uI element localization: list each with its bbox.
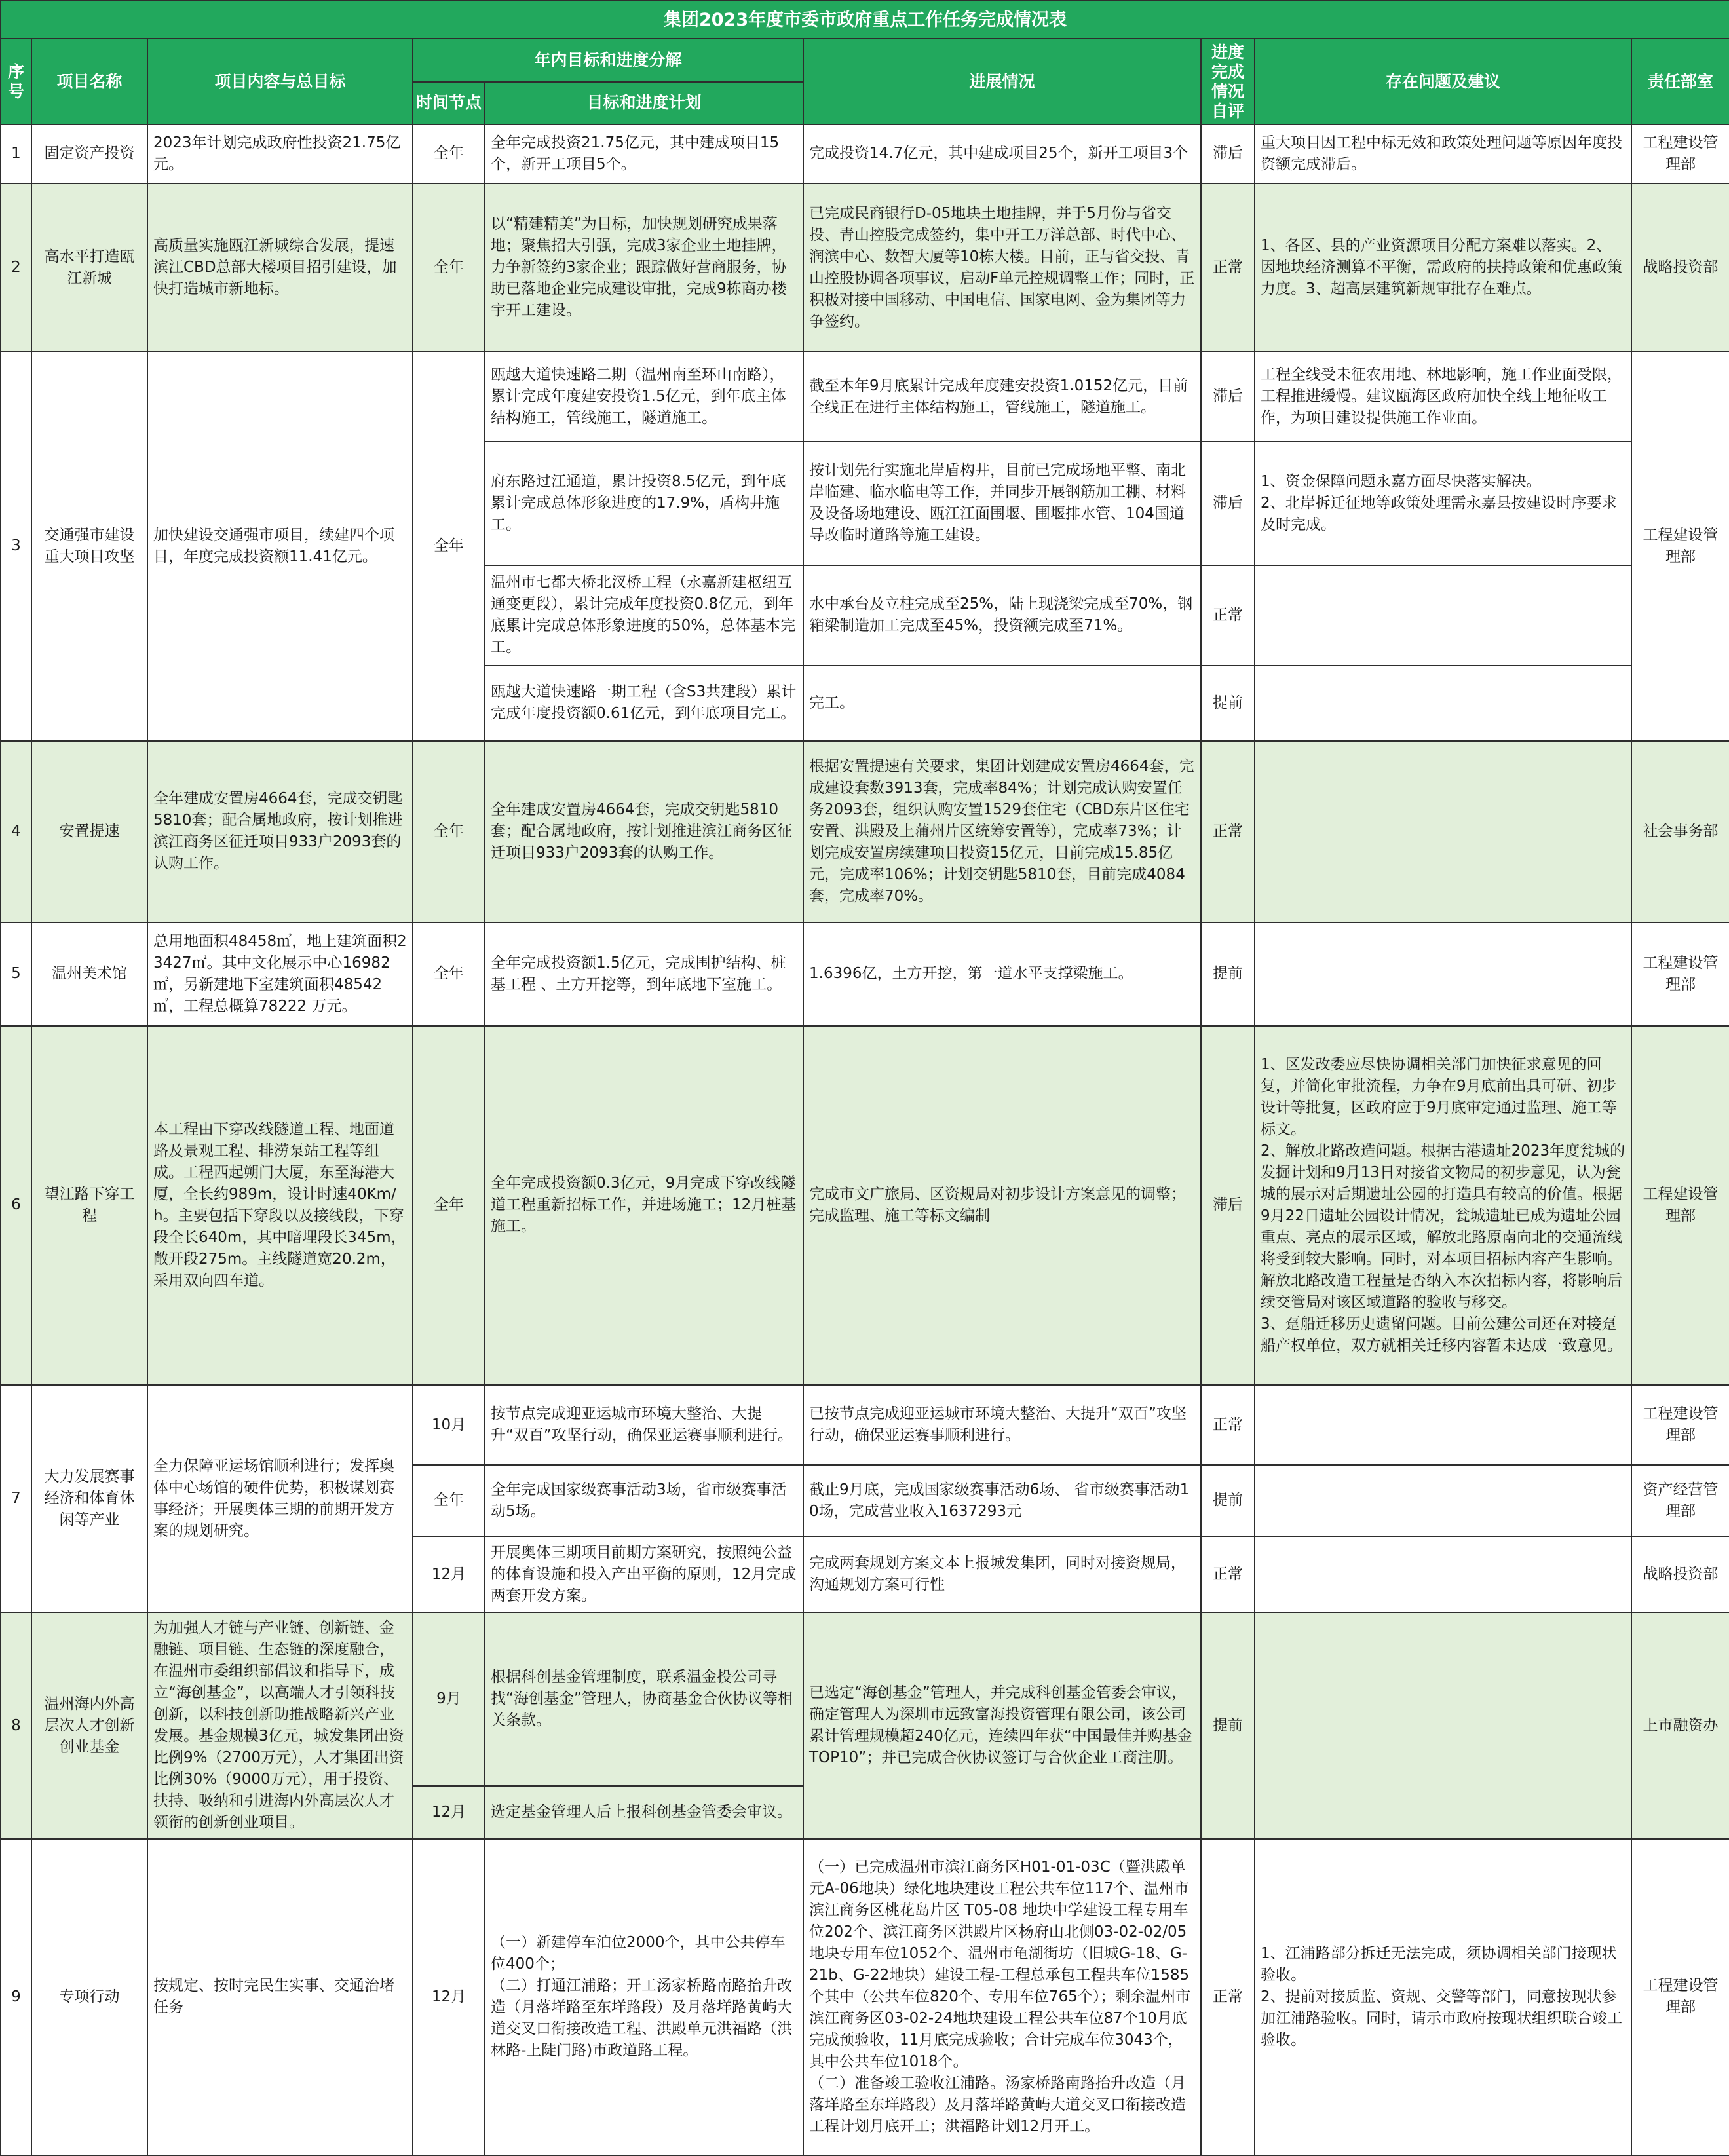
cell-dept: 上市融资办 xyxy=(1631,1612,1729,1838)
cell-plan: 选定基金管理人后上报科创基金管委会审议。 xyxy=(485,1786,803,1839)
cell-content: 全年建成安置房4664套，完成交钥匙5810套；配合属地政府，按计划推进滨江商务区征迁项目933户2093套的认购工作。 xyxy=(147,741,413,922)
header-plan: 目标和进度计划 xyxy=(485,82,803,124)
cell-dept: 工程建设管理部 xyxy=(1631,352,1729,741)
cell-content: 高质量实施瓯江新城综合发展，提速滨江CBD总部大楼项目招引建设，加快打造城市新地标。 xyxy=(147,183,413,352)
cell-status: 提前 xyxy=(1201,1612,1255,1838)
cell-progress: 完成投资14.7亿元，其中建成项目25个，新开工项目3个 xyxy=(803,124,1201,183)
cell-seq: 7 xyxy=(1,1385,31,1612)
cell-plan: 府东路过江通道，累计投资8.5亿元，到年底累计完成总体形象进度的17.9%，盾构井施工。 xyxy=(485,442,803,565)
cell-dept: 工程建设管理部 xyxy=(1631,1026,1729,1385)
cell-issues xyxy=(1255,922,1631,1026)
cell-progress: （一）已完成温州市滨江商务区H01-01-03C（暨洪殿单元A-06地块）绿化地块建设工程公共车位117个、温州市滨江商务区桃花岛片区 T05-08 地块中学建设工程专用车位202个、滨江商务区洪殿片区杨府山北侧03-02-02/05地块专用车位1052个、温州市龟湖街坊（旧城G-18、G-21b、G-22地块）建设工程-工程总承包工程共车位1585个其中（公共车位820个、专用车位765个）；剩余温州市滨江商务区03-02-24地块建设工程公共车位87个10月底完成预验收，11月底完成验收；合计完成车位3043个，其中公共车位1018个。 （二）准备竣工验收江浦路。汤家桥路南路抬升改造（月落垟路至东垟路段）及月落垟路黄屿大道交叉口衔接改造工程计划月底开工；洪福路计划12月开工。 xyxy=(803,1839,1201,2155)
cell-time: 全年 xyxy=(413,1026,485,1385)
table-row xyxy=(1,922,1729,1026)
header-progress: 进展情况 xyxy=(803,39,1201,124)
cell-name: 温州美术馆 xyxy=(31,922,147,1026)
table-row xyxy=(1,1612,1729,1785)
cell-plan: 全年建成安置房4664套，完成交钥匙5810套；配合属地政府，按计划推进滨江商务区征迁项目933户2093套的认购工作。 xyxy=(485,741,803,922)
table-row xyxy=(1,1026,1729,1385)
cell-status: 正常 xyxy=(1201,1385,1255,1466)
cell-name: 高水平打造瓯江新城 xyxy=(31,183,147,352)
cell-time: 全年 xyxy=(413,124,485,183)
cell-progress: 已选定“海创基金”管理人，并完成科创基金管委会审议，确定管理人为深圳市远致富海投资管理有限公司，该公司累计管理规模超240亿元，连续四年获“中国最佳并购基金 TOP10”；并已完成合伙协议签订与合伙企业工商注册。 xyxy=(803,1612,1201,1838)
cell-content: 加快建设交通强市项目，续建四个项目，年度完成投资额11.41亿元。 xyxy=(147,352,413,741)
cell-status: 正常 xyxy=(1201,183,1255,352)
cell-issues xyxy=(1255,565,1631,666)
cell-status: 提前 xyxy=(1201,666,1255,740)
cell-seq: 2 xyxy=(1,183,31,352)
cell-issues: 重大项目因工程中标无效和政策处理问题等原因年度投资额完成滞后。 xyxy=(1255,124,1631,183)
cell-issues xyxy=(1255,741,1631,922)
cell-name: 大力发展赛事经济和体育休闲等产业 xyxy=(31,1385,147,1612)
cell-progress: 截止9月底，完成国家级赛事活动6场、 省市级赛事活动10场，完成营业收入1637293元 xyxy=(803,1465,1201,1536)
cell-name: 安置提速 xyxy=(31,741,147,922)
cell-content: 本工程由下穿改线隧道工程、地面道路及景观工程、排涝泵站工程等组成。工程西起朔门大厦，东至海港大厦，全长约989m，设计时速40Km/h。主要包括下穿段以及接线段，下穿段全长640m，其中暗埋段长345m，敞开段275m。主线隧道宽20.2m，采用双向四车道。 xyxy=(147,1026,413,1385)
cell-content: 按规定、按时完民生实事、交通治堵任务 xyxy=(147,1839,413,2155)
cell-content: 全力保障亚运场馆顺利进行；发挥奥体中心场馆的硬件优势，积极谋划赛事经济；开展奥体三期的前期开发方案的规划研究。 xyxy=(147,1385,413,1612)
header-dept: 责任部室 xyxy=(1631,39,1729,124)
cell-seq: 6 xyxy=(1,1026,31,1385)
cell-plan: （一）新建停车泊位2000个，其中公共停车位400个； （二）打通江浦路；开工汤家桥路南路抬升改造（月落垟路至东垟路段）及月落垟路黄屿大道交叉口衔接改造工程、洪殿单元洪福路（洪林路-上陡门路)市政道路工程。 xyxy=(485,1839,803,2155)
cell-time: 全年 xyxy=(413,741,485,922)
cell-time: 全年 xyxy=(413,922,485,1026)
cell-name: 温州海内外高层次人才创新创业基金 xyxy=(31,1612,147,1838)
cell-progress: 根据安置提速有关要求，集团计划建成安置房4664套，完成建设套数3913套，完成率84%；计划完成认购安置任务2093套，组织认购安置1529套住宅（CBD东片区住宅安置、洪殿及上蒲州片区统筹安置等），完成率73%；计划完成安置房续建项目投资15亿元，目前完成15.85亿元，完成率106%；计划交钥匙5810套，目前完成4084套，完成率70%。 xyxy=(803,741,1201,922)
cell-status: 正常 xyxy=(1201,565,1255,666)
cell-dept: 资产经营管理部 xyxy=(1631,1465,1729,1536)
table-row xyxy=(1,1385,1729,1466)
cell-time: 全年 xyxy=(413,183,485,352)
cell-issues: 工程全线受未征农用地、林地影响，施工作业面受限，工程推进缓慢。建议瓯海区政府加快全线土地征收工作，为项目建设提供施工作业面。 xyxy=(1255,352,1631,442)
table-row xyxy=(1,741,1729,922)
cell-seq: 3 xyxy=(1,352,31,741)
cell-progress: 完工。 xyxy=(803,666,1201,740)
cell-name: 望江路下穿工程 xyxy=(31,1026,147,1385)
cell-name: 专项行动 xyxy=(31,1839,147,2155)
cell-plan: 开展奥体三期项目前期方案研究，按照纯公益的体育设施和投入产出平衡的原则，12月完成两套开发方案。 xyxy=(485,1536,803,1612)
cell-plan: 全年完成投资21.75亿元，其中建成项目15个，新开工项目5个。 xyxy=(485,124,803,183)
cell-status: 提前 xyxy=(1201,922,1255,1026)
cell-status: 正常 xyxy=(1201,1536,1255,1612)
cell-progress: 1.6396亿，土方开挖，第一道水平支撑梁施工。 xyxy=(803,922,1201,1026)
cell-issues xyxy=(1255,1536,1631,1612)
cell-seq: 1 xyxy=(1,124,31,183)
cell-name: 固定资产投资 xyxy=(31,124,147,183)
cell-progress: 已完成民商银行D-05地块土地挂牌，并于5月份与省交投、青山控股完成签约，集中开工万洋总部、时代中心、润滨中心、数智大厦等10栋大楼。目前，正与省交投、青山控股协调各项事议，启动F单元控规调整工作；同时，正积极对接中国移动、中国电信、国家电网、金为集团等力争签约。 xyxy=(803,183,1201,352)
cell-progress: 水中承台及立柱完成至25%，陆上现浇梁完成至70%，钢箱梁制造加工完成至45%，投资额完成至71%。 xyxy=(803,565,1201,666)
cell-plan: 以“精建精美”为目标，加快规划研究成果落地；聚焦招大引强，完成3家企业土地挂牌，力争新签约3家企业；跟踪做好营商服务，协助已落地企业完成建设审批，完成9栋商办楼宇开工建设。 xyxy=(485,183,803,352)
table-row xyxy=(1,124,1729,183)
cell-time: 全年 xyxy=(413,1465,485,1536)
cell-issues: 1、区发改委应尽快协调相关部门加快征求意见的回复，并简化审批流程，力争在9月底前出具可研、初步设计等批复，区政府应于9月底审定通过监理、施工等标文。 2、解放北路改造问题。根据古港遗址2023年度瓮城的发掘计划和9月13日对接省文物局的初步意见，认为瓮城的展示对后期遗址公园的打造具有较高的价值。根据9月22日遗址公园设计情况，瓮城遗址已成为遗址公园重点、亮点的展示区域，解放北路原南向北的交通流线将受到较大影响。同时，对本项目招标内容产生影响。解放北路改造工程量是否纳入本次招标内容，将影响后续交管局对该区域道路的验收与移交。 3、趸船迁移历史遗留问题。目前公建公司还在对接趸船产权单位，双方就相关迁移内容暂未达成一致意见。 xyxy=(1255,1026,1631,1385)
cell-content: 2023年计划完成政府性投资21.75亿元。 xyxy=(147,124,413,183)
table-row xyxy=(1,1839,1729,2155)
cell-plan: 全年完成投资额1.5亿元，完成围护结构、桩基工程 、土方开挖等，到年底地下室施工。 xyxy=(485,922,803,1026)
cell-dept: 社会事务部 xyxy=(1631,741,1729,922)
table-row xyxy=(1,352,1729,442)
cell-time: 12月 xyxy=(413,1786,485,1839)
cell-status: 正常 xyxy=(1201,741,1255,922)
header-time: 时间节点 xyxy=(413,82,485,124)
cell-progress: 截至本年9月底累计完成年度建安投资1.0152亿元，目前全线正在进行主体结构施工，管线施工，隧道施工。 xyxy=(803,352,1201,442)
cell-time: 12月 xyxy=(413,1839,485,2155)
cell-time: 全年 xyxy=(413,352,485,741)
cell-issues xyxy=(1255,666,1631,740)
cell-issues xyxy=(1255,1385,1631,1466)
header-issues: 存在问题及建议 xyxy=(1255,39,1631,124)
cell-progress: 按计划先行实施北岸盾构井，目前已完成场地平整、南北岸临建、临水临电等工作，并同步开展钢筋加工棚、材料及设备场地建设、瓯江江面围堰、围堰排水管、104国道导改临时道路等施工建设。 xyxy=(803,442,1201,565)
cell-status: 滞后 xyxy=(1201,352,1255,442)
cell-plan: 温州市七都大桥北汊桥工程（永嘉新建枢纽互通变更段），累计完成年度投资0.8亿元，到年底累计完成总体形象进度的50%，总体基本完工。 xyxy=(485,565,803,666)
header-seq: 序号 xyxy=(1,39,31,124)
cell-progress: 完成两套规划方案文本上报城发集团，同时对接资规局，沟通规划方案可行性 xyxy=(803,1536,1201,1612)
cell-status: 提前 xyxy=(1201,1465,1255,1536)
cell-content: 总用地面积48458㎡，地上建筑面积23427㎡。其中文化展示中心16982㎡，另新建地下室建筑面积48542㎡，工程总概算78222 万元。 xyxy=(147,922,413,1026)
cell-progress: 完成市文广旅局、区资规局对初步设计方案意见的调整；完成监理、施工等标文编制 xyxy=(803,1026,1201,1385)
header-status: 进度完成情况自评 xyxy=(1201,39,1255,124)
cell-seq: 9 xyxy=(1,1839,31,2155)
cell-plan: 全年完成投资额0.3亿元，9月完成下穿改线隧道工程重新招标工作，并进场施工；12月桩基施工。 xyxy=(485,1026,803,1385)
header-annual: 年内目标和进度分解 xyxy=(413,39,803,81)
cell-seq: 4 xyxy=(1,741,31,922)
cell-issues: 1、各区、县的产业资源项目分配方案难以落实。2、因地块经济测算不平衡，需政府的扶持政策和优惠政策力度。3、超高层建筑新规审批存在难点。 xyxy=(1255,183,1631,352)
header-name: 项目名称 xyxy=(31,39,147,124)
cell-plan: 瓯越大道快速路二期（温州南至环山南路），累计完成年度建安投资1.5亿元，到年底主体结构施工，管线施工，隧道施工。 xyxy=(485,352,803,442)
header-content: 项目内容与总目标 xyxy=(147,39,413,124)
cell-status: 滞后 xyxy=(1201,1026,1255,1385)
table-title: 集团2023年度市委市政府重点工作任务完成情况表 xyxy=(1,1,1729,39)
cell-dept: 工程建设管理部 xyxy=(1631,1385,1729,1466)
cell-status: 滞后 xyxy=(1201,124,1255,183)
cell-seq: 8 xyxy=(1,1612,31,1838)
cell-issues xyxy=(1255,1612,1631,1838)
cell-dept: 工程建设管理部 xyxy=(1631,1839,1729,2155)
cell-plan: 按节点完成迎亚运城市环境大整治、大提升“双百”攻坚行动，确保亚运赛事顺利进行。 xyxy=(485,1385,803,1466)
cell-seq: 5 xyxy=(1,922,31,1026)
cell-progress: 已按节点完成迎亚运城市环境大整治、大提升“双百”攻坚行动，确保亚运赛事顺利进行。 xyxy=(803,1385,1201,1466)
cell-dept: 战略投资部 xyxy=(1631,183,1729,352)
cell-name: 交通强市建设重大项目攻坚 xyxy=(31,352,147,741)
cell-dept: 工程建设管理部 xyxy=(1631,124,1729,183)
cell-time: 9月 xyxy=(413,1612,485,1785)
cell-plan: 瓯越大道快速路一期工程（含S3共建段）累计完成年度投资额0.61亿元，到年底项目完工。 xyxy=(485,666,803,740)
cell-dept: 战略投资部 xyxy=(1631,1536,1729,1612)
cell-plan: 全年完成国家级赛事活动3场，省市级赛事活动5场。 xyxy=(485,1465,803,1536)
cell-content: 为加强人才链与产业链、创新链、金融链、项目链、生态链的深度融合，在温州市委组织部倡议和指导下，成立“海创基金”，以高端人才引领科技创新，以科技创新助推战略新兴产业发展。基金规模3亿元，城发集团出资比例9%（2700万元），人才集团出资比例30%（9000万元），用于投资、扶持、吸纳和引进海内外高层次人才领衔的创新创业项目。 xyxy=(147,1612,413,1838)
cell-issues xyxy=(1255,1465,1631,1536)
cell-issues: 1、资金保障问题永嘉方面尽快落实解决。 2、北岸拆迁征地等政策处理需永嘉县按建设时序要求及时完成。 xyxy=(1255,442,1631,565)
cell-plan: 根据科创基金管理制度，联系温金投公司寻找“海创基金”管理人，协商基金合伙协议等相关条款。 xyxy=(485,1612,803,1785)
table-row xyxy=(1,183,1729,352)
cell-status: 滞后 xyxy=(1201,442,1255,565)
cell-dept: 工程建设管理部 xyxy=(1631,922,1729,1026)
cell-issues: 1、江浦路部分拆迁无法完成，须协调相关部门接现状验收。 2、提前对接质监、资规、交警等部门，同意按现状参加江浦路验收。同时，请示市政府按现状组织联合竣工验收。 xyxy=(1255,1839,1631,2155)
cell-time: 10月 xyxy=(413,1385,485,1466)
cell-time: 12月 xyxy=(413,1536,485,1612)
cell-status: 正常 xyxy=(1201,1839,1255,2155)
